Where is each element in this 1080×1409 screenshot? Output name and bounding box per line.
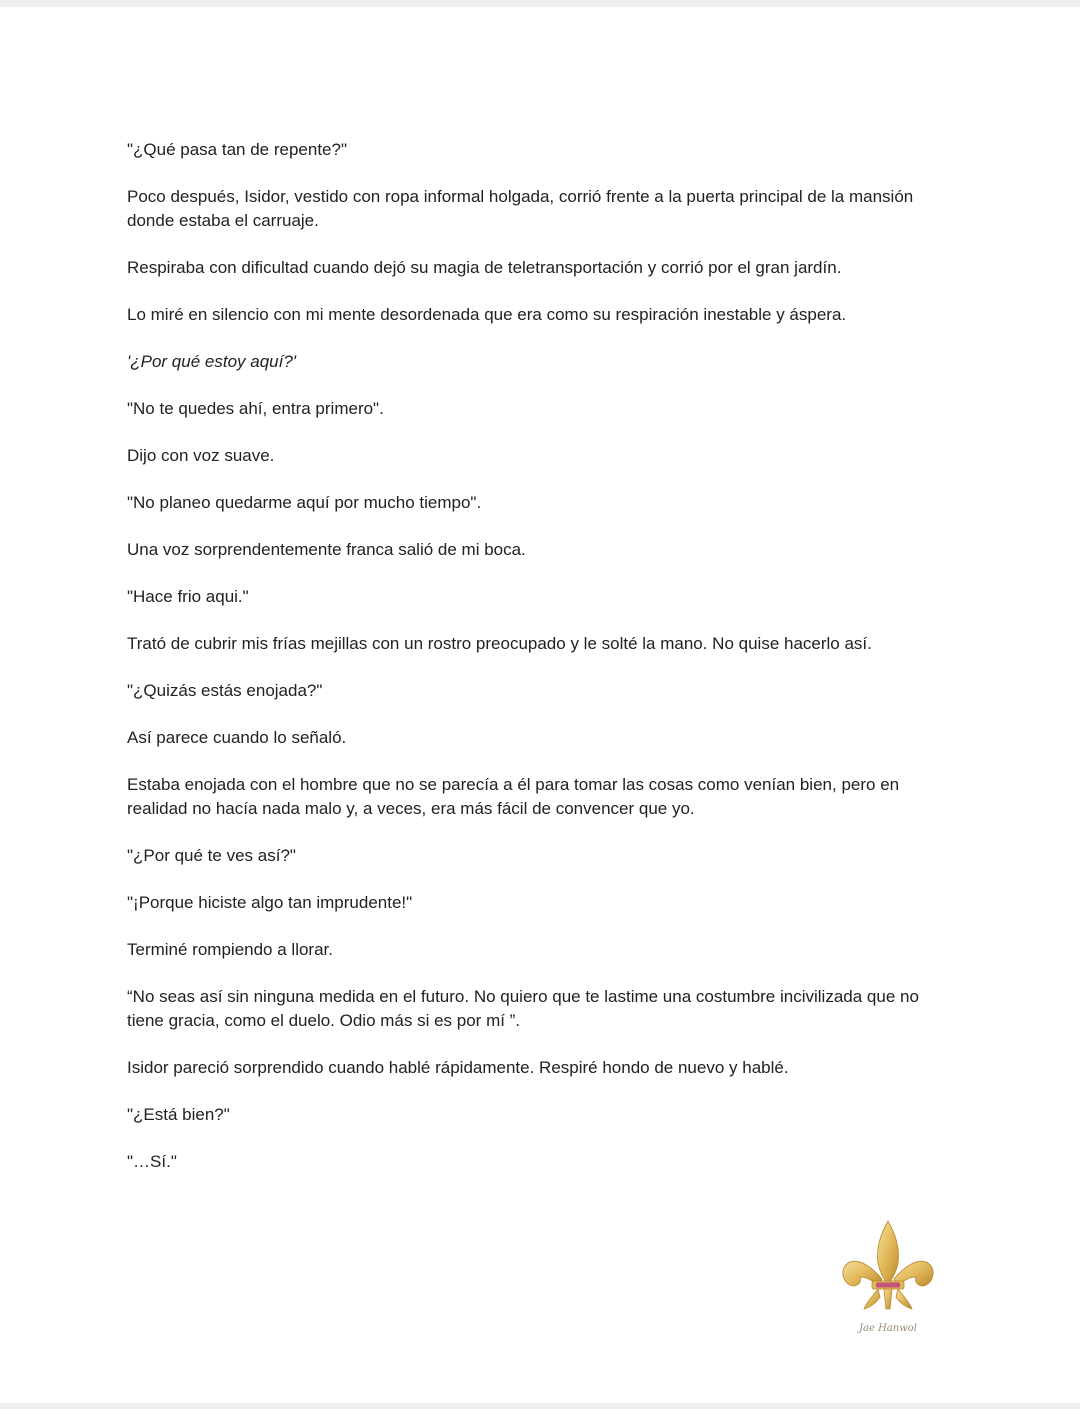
paragraph: "¿Quizás estás enojada?" xyxy=(127,681,323,700)
paragraph: Dijo con voz suave. xyxy=(127,446,275,465)
document-page xyxy=(0,7,1080,1403)
paragraph: Terminé rompiendo a llorar. xyxy=(127,940,333,959)
paragraph: Poco después, Isidor, vestido con ropa informal holgada, corrió frente a la puerta principal de la mansión donde estaba el carruaje. xyxy=(127,187,914,230)
paragraph: Lo miré en silencio con mi mente desordenada que era como su respiración inestable y áspera. xyxy=(127,305,847,324)
paragraph: "¿Qué pasa tan de repente?" xyxy=(127,140,347,159)
paragraph: “No seas así sin ninguna medida en el futuro. No quiero que te lastime una costumbre incivilizada que no tiene gracia, como el duelo. Odio más si es por mí ”. xyxy=(127,987,919,1030)
paragraph: "No planeo quedarme aquí por mucho tiempo". xyxy=(127,493,482,512)
paragraph: "¡Porque hiciste algo tan imprudente!" xyxy=(127,893,413,912)
paragraph: "No te quedes ahí, entra primero". xyxy=(127,399,384,418)
logo-signature: Jae Hanwol xyxy=(859,1323,917,1334)
paragraph: "¿Por qué te ves así?" xyxy=(127,846,296,865)
paragraph: "Hace frio aqui." xyxy=(127,587,249,606)
paragraph: Respiraba con dificultad cuando dejó su magia de teletransportación y corrió por el gran jardín. xyxy=(127,258,842,277)
fleur-de-lis-icon xyxy=(836,1217,940,1342)
paragraph: Isidor pareció sorprendido cuando hablé rápidamente. Respiré hondo de nuevo y hablé. xyxy=(127,1058,789,1077)
paragraph: "…Sí." xyxy=(127,1152,177,1171)
paragraph: Así parece cuando lo señaló. xyxy=(127,728,347,747)
paragraph: Trató de cubrir mis frías mejillas con un rostro preocupado y le solté la mano. No quise hacerlo así. xyxy=(127,634,872,653)
paragraph: '¿Por qué estoy aquí?' xyxy=(127,352,297,371)
document-body xyxy=(127,138,957,1197)
paragraph: "¿Está bien?" xyxy=(127,1105,230,1124)
paragraph: Una voz sorprendentemente franca salió de mi boca. xyxy=(127,540,526,559)
watermark-logo xyxy=(836,1217,940,1342)
paragraph: Estaba enojada con el hombre que no se parecía a él para tomar las cosas como venían bien, pero en realidad no hacía nada malo y, a veces, era más fácil de convencer que yo. xyxy=(127,775,900,818)
